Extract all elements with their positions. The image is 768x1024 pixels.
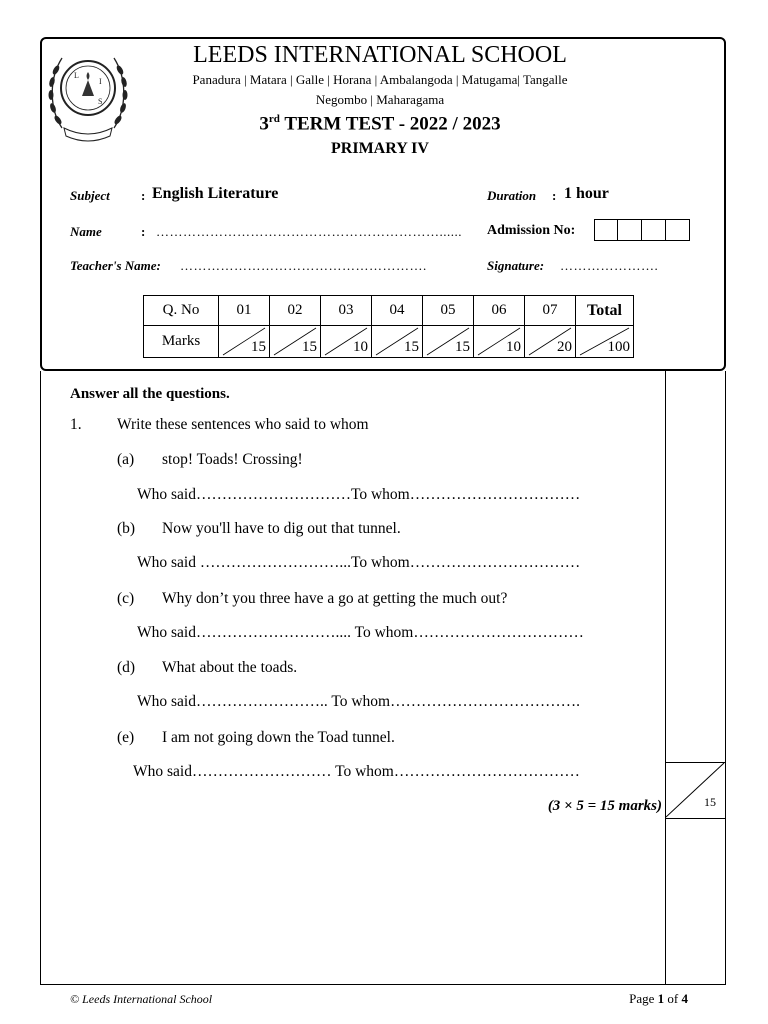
item-sentence: stop! Toads! Crossing! (162, 451, 303, 468)
question-number: 02 (270, 296, 321, 326)
frame-right-border (725, 371, 726, 985)
answer-line[interactable]: Who said……………………….... To whom…………………………… (137, 624, 584, 641)
marks-cell[interactable]: 15 (372, 326, 423, 358)
answer-line[interactable]: Who said……………………… To whom……………………………… (133, 763, 580, 780)
subject-value: English Literature (152, 185, 279, 202)
item-sentence: I am not going down the Toad tunnel. (162, 729, 395, 746)
marks-allocation: (3 × 5 = 15 marks) (547, 798, 662, 814)
name-colon: : (141, 224, 146, 239)
svg-text:I: I (99, 77, 102, 86)
grade-level: PRIMARY IV (331, 140, 429, 157)
teacher-name-field[interactable]: ………………………………………………. (180, 258, 427, 273)
marks-cell[interactable]: 15 (270, 326, 321, 358)
admission-number-boxes[interactable] (594, 219, 690, 241)
duration-value: 1 hour (564, 185, 609, 202)
marks-cell[interactable]: 10 (321, 326, 372, 358)
duration-colon: : (552, 188, 557, 203)
qno-header: Q. No (144, 296, 219, 326)
question-number: 04 (372, 296, 423, 326)
page-number: Page 1 of 4 (629, 991, 688, 1006)
teacher-name-label: Teacher's Name: (70, 258, 161, 273)
item-label: (d) (117, 659, 136, 676)
admission-label: Admission No: (487, 223, 576, 238)
question-number: 01 (219, 296, 270, 326)
answer-line[interactable]: Who said…………………………To whom…………………………… (137, 486, 581, 503)
admission-digit-box[interactable] (642, 219, 666, 241)
frame-bottom-border (40, 984, 726, 985)
item-sentence: Now you'll have to dig out that tunnel. (162, 520, 401, 537)
svg-text:L: L (74, 71, 79, 80)
name-label: Name (70, 224, 102, 239)
total-marks-cell[interactable]: 100 (576, 326, 634, 358)
score-box-max: 15 (704, 795, 716, 809)
marks-cell[interactable]: 15 (219, 326, 270, 358)
admission-digit-box[interactable] (618, 219, 642, 241)
duration-label: Duration (487, 188, 537, 203)
question-number: 06 (474, 296, 525, 326)
marks-row-label: Marks (144, 326, 219, 358)
question-number: 05 (423, 296, 474, 326)
marks-cell[interactable]: 15 (423, 326, 474, 358)
question-number: 1. (70, 416, 82, 433)
marks-cell[interactable]: 10 (474, 326, 525, 358)
item-label: (a) (117, 451, 135, 468)
campus-list: Panadura | Matara | Galle | Horana | Ambalangoda | Matugama| Tangalle (192, 72, 568, 87)
item-sentence: What about the toads. (162, 659, 298, 676)
question-number: 07 (525, 296, 576, 326)
admission-digit-box[interactable] (594, 219, 618, 241)
answer-line[interactable]: Who said…………………….. To whom………………………………. (137, 693, 580, 710)
subject-label: Subject (70, 188, 110, 203)
score-box-diagonal (666, 762, 725, 818)
item-label: (b) (117, 520, 136, 537)
school-name: LEEDS INTERNATIONAL SCHOOL (193, 42, 567, 68)
school-logo (44, 40, 132, 144)
footer-copyright: © Leeds International School (70, 992, 213, 1006)
question-text: Write these sentences who said to whom (117, 416, 369, 433)
total-header: Total (576, 296, 634, 326)
signature-label: Signature: (487, 258, 545, 273)
marks-cell[interactable]: 20 (525, 326, 576, 358)
instructions: Answer all the questions. (70, 386, 230, 402)
term-title: 3rd TERM TEST - 2022 / 2023 (259, 113, 501, 135)
signature-field[interactable]: …………………. (560, 258, 659, 273)
marks-table (143, 295, 634, 358)
item-label: (c) (117, 590, 135, 607)
item-sentence: Why don’t you three have a go at getting the much out? (162, 590, 508, 607)
item-label: (e) (117, 729, 135, 746)
campus-list-cont: Negombo | Maharagama (315, 92, 445, 107)
question-number: 03 (321, 296, 372, 326)
frame-left-border (40, 371, 41, 985)
marks-margin-line (665, 371, 666, 985)
answer-line[interactable]: Who said ………………………...To whom…………………………… (137, 554, 581, 571)
svg-text:S: S (98, 97, 103, 106)
subject-colon: : (141, 188, 146, 203)
name-field[interactable]: ………………………………………………………...... (156, 224, 462, 239)
admission-digit-box[interactable] (666, 219, 690, 241)
